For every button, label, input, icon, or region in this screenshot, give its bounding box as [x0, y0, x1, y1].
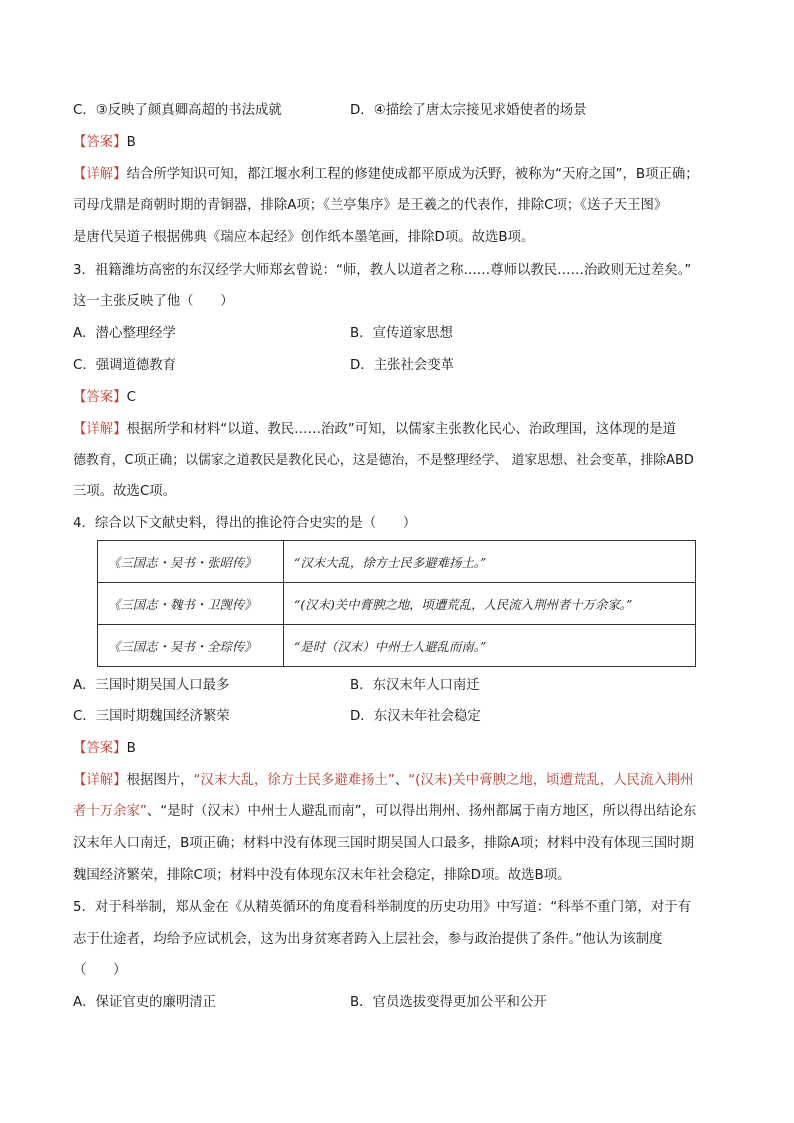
- q3-stem-line-2: 这一主张反映了他（ ）: [73, 294, 234, 309]
- table-cell-source: 《三国志・吴书・张昭传》: [98, 541, 284, 583]
- q4-option-a: A．三国时期吴国人口最多: [73, 678, 230, 693]
- q3-detail-line-3: 三项。故选C项。: [73, 484, 177, 499]
- answer-value: B: [126, 741, 136, 756]
- q2-option-c: C．③反映了颜真卿高超的书法成就: [73, 103, 282, 118]
- q2-detail-line-1: [73, 165, 699, 185]
- table-cell-quote: “是时（汉末）中州士人避乱而南。”: [284, 625, 696, 667]
- table-cell-source: 《三国志・吴书・全琮传》: [98, 625, 284, 667]
- detail-label: 【详解】: [73, 773, 127, 788]
- q3-option-c: C．强调道德教育: [73, 358, 177, 373]
- q4-detail-line-4: 魏国经济繁荣，排除C项；材料中没有体现东汉末年社会稳定，排除D项。故选B项。: [73, 868, 571, 883]
- q4-detail-line-2: [73, 802, 696, 822]
- q4-detail-line-3: 汉末年人口南迁，B项正确；材料中没有体现三国时期吴国人口最多，排除A项；材料中没有体现三国时期: [73, 836, 694, 851]
- q3-option-d: D．主张社会变革: [350, 358, 455, 373]
- q5-stem-line-1: 5．对于科举制，郑从金在《从精英循环的角度看科举制度的历史功用》中写道：“科举不重门第，对于有: [73, 900, 692, 915]
- detail-quote: “(汉末)关中膏腴之地，顷遭荒乱，人民流入荆州: [408, 773, 694, 788]
- q4-answer: [73, 739, 136, 759]
- q4-option-b: B．东汉末年人口南迁: [350, 678, 480, 693]
- q3-detail-line-2: 德教育，C项正确；以儒家之道教民是教化民心，这是德治，不是整理经学、 道家思想、社会变革，排除ABD: [73, 453, 694, 468]
- q5-option-a: A．保证官吏的廉明清正: [73, 995, 217, 1010]
- detail-text: 根据图片，: [126, 773, 194, 788]
- q3-detail-line-1: [73, 420, 676, 440]
- q4-option-c: C．三国时期魏国经济繁荣: [73, 709, 230, 724]
- detail-text: 结合所学知识可知，都江堰水利工程的修建使成都平原成为沃野，被称为“天府之国”，B项正确；: [126, 167, 699, 182]
- detail-separator: 、: [394, 773, 409, 788]
- q3-answer: [73, 388, 136, 408]
- detail-text: 、“是时（汉末）中州士人避乱而南”，可以得出荆州、扬州都属于南方地区，所以得出结论东: [146, 804, 697, 819]
- q4-detail-line-1: [73, 771, 693, 791]
- detail-quote: “汉末大乱，徐方士民多避难扬土”: [193, 773, 395, 788]
- q4-option-d: D．东汉末年社会稳定: [350, 709, 481, 724]
- answer-label: 【答案】: [73, 741, 127, 756]
- q4-stem: 4．综合以下文献史料，得出的推论符合史实的是（ ）: [73, 516, 417, 531]
- answer-label: 【答案】: [73, 390, 127, 405]
- q5-stem-line-2: 志于仕途者，均给予应试机会，这为出身贫寒者跨入上层社会，参与政治提供了条件。”他认为该制度: [73, 932, 663, 947]
- q3-option-a: A．潜心整理经学: [73, 326, 176, 341]
- table-row: [98, 541, 696, 583]
- detail-quote: 者十万余家”: [73, 804, 147, 819]
- table-row: [98, 583, 696, 625]
- answer-label: 【答案】: [73, 135, 127, 150]
- q5-stem-line-3: （ ）: [73, 963, 127, 978]
- q2-option-d: D．④描绘了唐太宗接见求婚使者的场景: [350, 103, 587, 118]
- table-cell-quote: “汉末大乱，徐方士民多避难扬土。”: [284, 541, 696, 583]
- q2-detail-line-2: 司母戊鼎是商朝时期的青铜器，排除A项；《兰亭集序》是王羲之的代表作，排除C项；《送子天王图》: [73, 198, 668, 213]
- q3-stem-line-1: 3．祖籍潍坊高密的东汉经学大师郑玄曾说：“师，教人以道者之称……尊师以教民……治政则无过差矣。”: [73, 263, 692, 278]
- q5-option-b: B．官员选拔变得更加公平和公开: [350, 995, 547, 1010]
- q3-option-b: B．宣传道家思想: [350, 326, 453, 341]
- table-cell-quote: “(汉末)关中膏腴之地，顷遭荒乱，人民流入荆州者十万余家。”: [284, 583, 696, 625]
- detail-label: 【详解】: [73, 167, 127, 182]
- detail-text: 根据所学和材料“以道、教民……治政”可知，以儒家主张教化民心、治政理国，这体现的是道: [126, 422, 677, 437]
- q2-detail-line-3: 是唐代吴道子根据佛典《瑞应本起经》创作纸本墨笔画，排除D项。故选B项。: [73, 230, 535, 245]
- table-row: [98, 625, 696, 667]
- detail-label: 【详解】: [73, 422, 127, 437]
- q2-answer: [73, 133, 136, 153]
- q4-source-table: [97, 540, 696, 667]
- answer-value: C: [126, 390, 136, 405]
- answer-value: B: [126, 135, 136, 150]
- table-cell-source: 《三国志・魏书・卫觊传》: [98, 583, 284, 625]
